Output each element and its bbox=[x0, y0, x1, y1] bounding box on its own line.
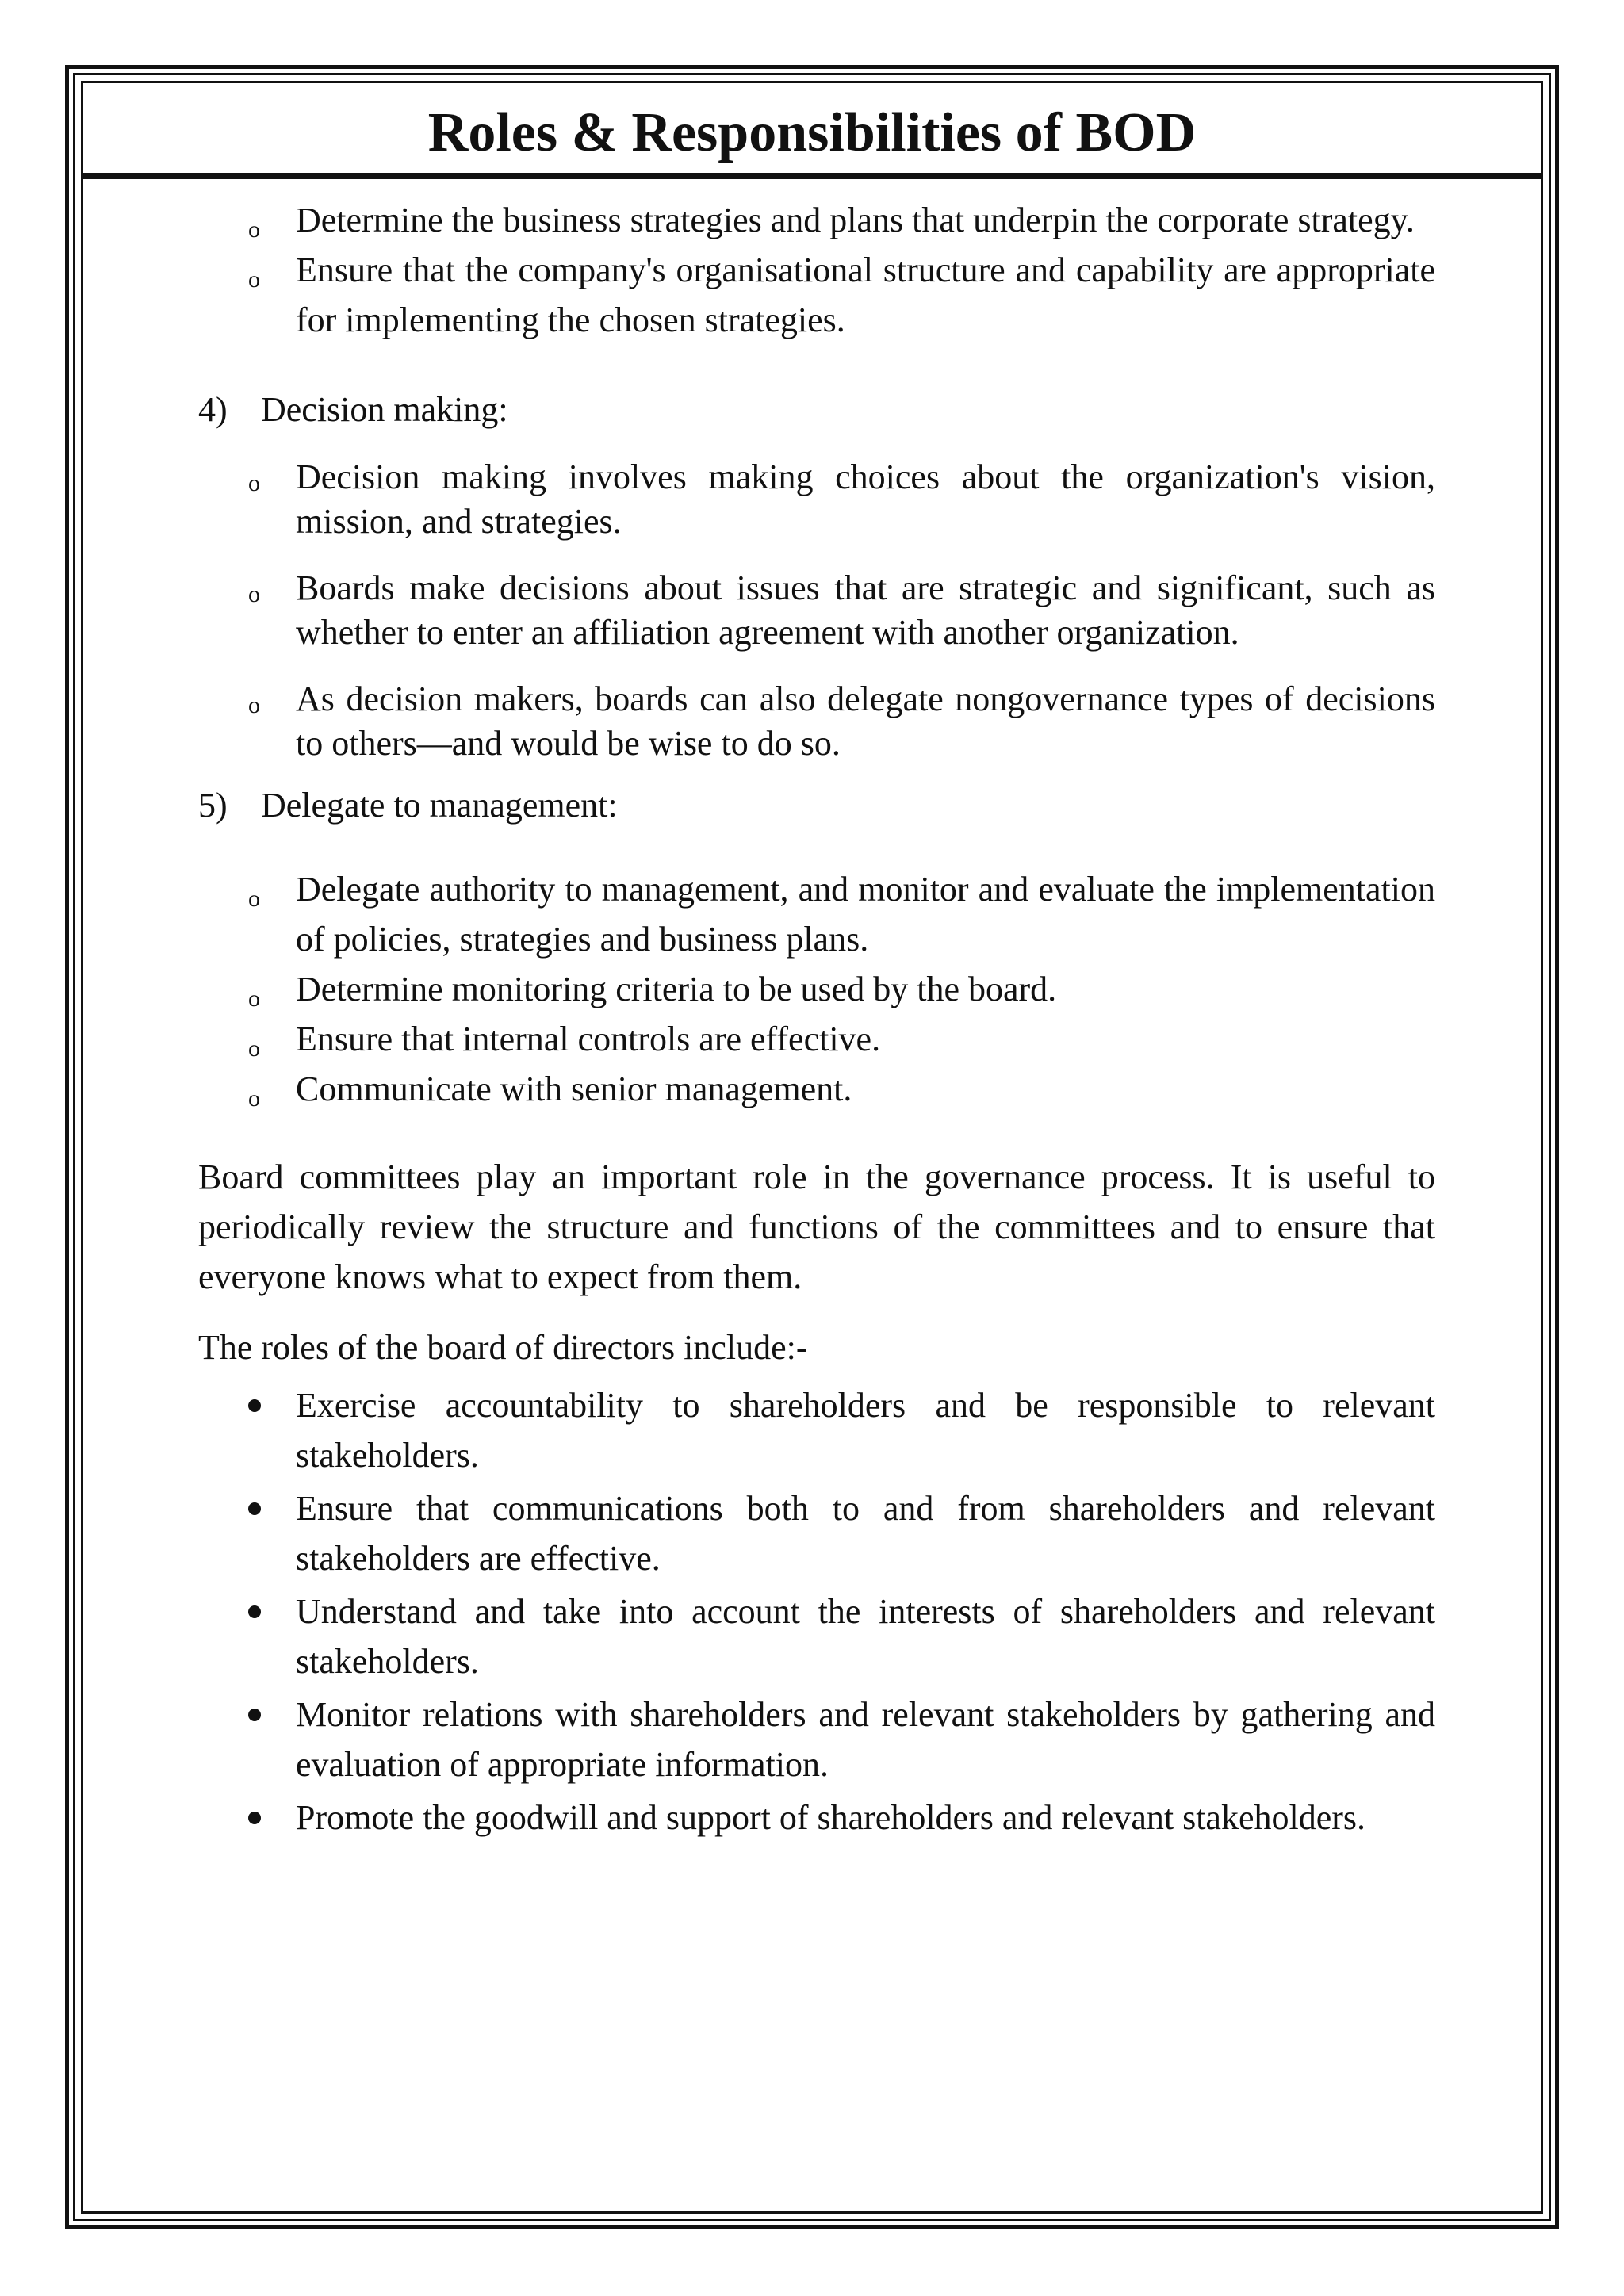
list-item bbox=[198, 566, 1435, 655]
list-item-text: Monitor relations with shareholders and relevant stakeholders by gathering and evaluation of appropriate information. bbox=[296, 1695, 1435, 1784]
list-item-text: Ensure that internal controls are effective. bbox=[296, 1020, 881, 1058]
sub-bullet-marker: o bbox=[248, 985, 260, 1012]
list-item-text: Delegate authority to management, and monitor and evaluate the implementation of policies, strategies and business plans. bbox=[296, 870, 1435, 959]
list-item-text: Determine the business strategies and plans that underpin the corporate strategy. bbox=[296, 201, 1415, 239]
roles-intro: The roles of the board of directors include:- bbox=[198, 1328, 808, 1367]
sub-bullet-marker: o bbox=[248, 266, 260, 293]
list-item-text: Exercise accountability to shareholders and be responsible to relevant stakeholders. bbox=[296, 1386, 1435, 1475]
sub-bullet-marker: o bbox=[248, 1085, 260, 1112]
section-heading-delegate bbox=[198, 782, 1435, 829]
section-heading-text: Delegate to management: bbox=[261, 786, 618, 825]
sub-bullet-marker: o bbox=[248, 581, 260, 607]
list-item-text: Ensure that the company's organisational structure and capability are appropriate for implementing the chosen strategies. bbox=[296, 251, 1435, 339]
list-item-text: Determine monitoring criteria to be used by the board. bbox=[296, 970, 1057, 1008]
bullet-dot-icon bbox=[248, 1812, 261, 1824]
committees-paragraph: Board committees play an important role in the governance process. It is useful to periodically review the structure and functions of the committees and to ensure that everyone knows what to expect from them. bbox=[198, 1158, 1435, 1296]
list-item-text: Boards make decisions about issues that are strategic and significant, such as whether to enter an affiliation agreement with another organization. bbox=[296, 568, 1435, 652]
list-item-text: Promote the goodwill and support of shareholders and relevant stakeholders. bbox=[296, 1798, 1366, 1837]
list-item-text: Ensure that communications both to and from shareholders and relevant stakeholders are effective. bbox=[296, 1489, 1435, 1578]
list-item bbox=[198, 1793, 1435, 1843]
list-item-text: Understand and take into account the interests of shareholders and relevant stakeholders. bbox=[296, 1592, 1435, 1681]
bullet-dot-icon bbox=[248, 1502, 261, 1515]
list-item bbox=[198, 1483, 1435, 1583]
sub-bullet-marker: o bbox=[248, 692, 260, 718]
section-heading-decision-making bbox=[198, 386, 1435, 434]
section-number: 4) bbox=[198, 390, 228, 429]
sub-bullet-marker: o bbox=[248, 886, 260, 912]
bullet-dot-icon bbox=[248, 1605, 261, 1618]
section-number: 5) bbox=[198, 786, 228, 825]
list-item bbox=[198, 245, 1435, 345]
bullet-dot-icon bbox=[248, 1709, 261, 1721]
bullet-dot-icon bbox=[248, 1399, 261, 1412]
sub-bullet-marker: o bbox=[248, 470, 260, 496]
page-content bbox=[198, 195, 1435, 1843]
list-item bbox=[198, 864, 1435, 964]
roles-list bbox=[198, 1380, 1435, 1843]
list-item-text: Decision making involves making choices about the organization's vision, mission, and strategies. bbox=[296, 457, 1435, 541]
list-item-text: Communicate with senior management. bbox=[296, 1070, 852, 1108]
title-divider bbox=[81, 173, 1543, 179]
list-item bbox=[198, 1380, 1435, 1480]
list-item bbox=[198, 195, 1435, 245]
page-title: Roles & Responsibilities of BOD bbox=[427, 102, 1197, 163]
list-item-text: As decision makers, boards can also delegate nongovernance types of decisions to others—and would be wise to do so. bbox=[296, 679, 1435, 763]
list-item bbox=[198, 677, 1435, 766]
sub-bullet-marker: o bbox=[248, 216, 260, 243]
strategy-list bbox=[198, 195, 1435, 345]
list-item bbox=[198, 1064, 1435, 1114]
list-item bbox=[198, 1689, 1435, 1789]
delegate-list bbox=[198, 864, 1435, 1114]
section-heading-text: Decision making: bbox=[261, 390, 508, 429]
decision-making-list bbox=[198, 455, 1435, 766]
list-item bbox=[198, 455, 1435, 544]
list-item bbox=[198, 1014, 1435, 1064]
sub-bullet-marker: o bbox=[248, 1035, 260, 1062]
list-item bbox=[198, 964, 1435, 1014]
list-item bbox=[198, 1586, 1435, 1686]
